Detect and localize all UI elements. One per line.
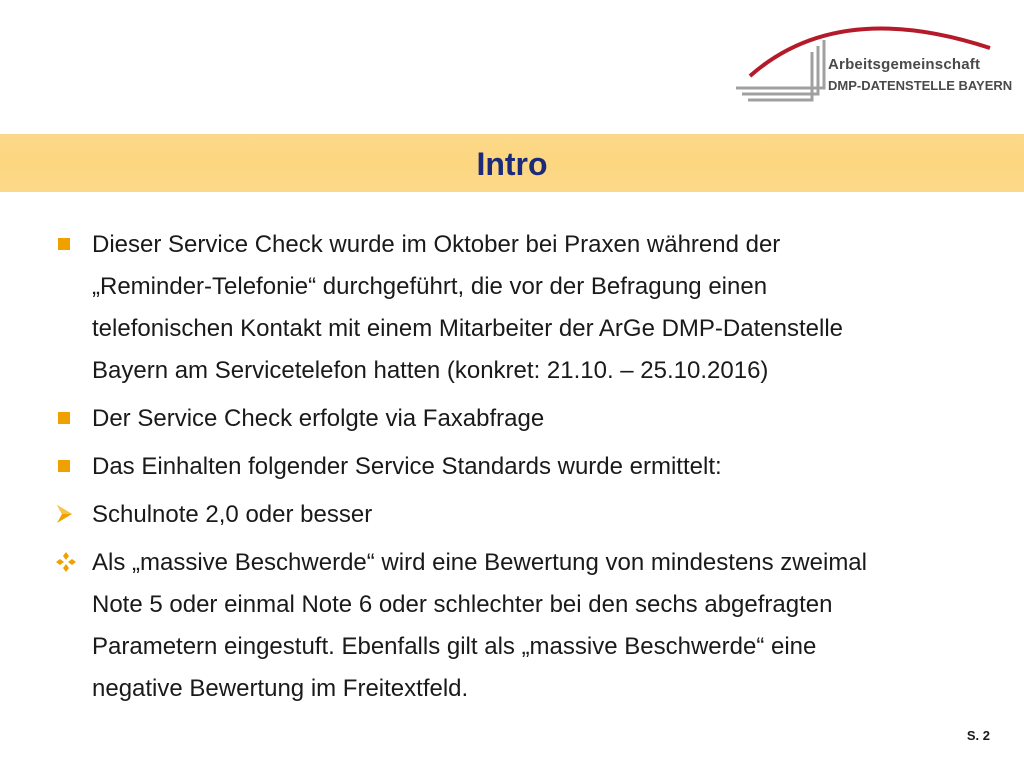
list-item bbox=[52, 542, 1012, 710]
page-number: S. 2 bbox=[966, 728, 990, 743]
bullet-list bbox=[52, 224, 1012, 710]
square-bullet-icon bbox=[54, 398, 80, 440]
list-item-line: Bayern am Servicetelefon hatten (konkret: 21.10. – 25.10.2016) bbox=[92, 357, 769, 384]
list-item-line: Parametern eingestuft. Ebenfalls gilt als „massive Beschwerde“ eine bbox=[92, 633, 817, 660]
logo bbox=[728, 8, 1018, 108]
title-band bbox=[0, 134, 1024, 192]
logo-text-line1: Arbeitsgemeinschaft bbox=[828, 56, 981, 73]
page-title: Intro bbox=[476, 146, 548, 182]
diamond-bullet-icon bbox=[54, 542, 80, 584]
logo-text-line2: DMP-DATENSTELLE BAYERN bbox=[828, 78, 1013, 93]
list-item-line: Dieser Service Check wurde im Oktober bei Praxen während der bbox=[92, 231, 781, 258]
arrow-bullet-icon bbox=[54, 494, 80, 536]
list-item-line: telefonischen Kontakt mit einem Mitarbeiter der ArGe DMP-Datenstelle bbox=[92, 315, 843, 342]
list-item-line: Das Einhalten folgender Service Standards wurde ermittelt: bbox=[92, 453, 722, 480]
square-bullet-icon bbox=[54, 446, 80, 488]
list-item bbox=[52, 446, 1012, 488]
list-item bbox=[52, 224, 1012, 392]
list-item bbox=[52, 494, 1012, 536]
list-item-line: Schulnote 2,0 oder besser bbox=[92, 501, 373, 528]
list-item-line: Note 5 oder einmal Note 6 oder schlechter bei den sechs abgefragten bbox=[92, 591, 833, 618]
list-item-line: negative Bewertung im Freitextfeld. bbox=[92, 675, 469, 702]
list-item bbox=[52, 398, 1012, 440]
square-bullet-icon bbox=[54, 224, 80, 266]
list-item-line: „Reminder-Telefonie“ durchgeführt, die vor der Befragung einen bbox=[92, 273, 768, 300]
list-item-line: Als „massive Beschwerde“ wird eine Bewertung von mindestens zweimal bbox=[92, 549, 867, 576]
list-item-line: Der Service Check erfolgte via Faxabfrage bbox=[92, 405, 545, 432]
